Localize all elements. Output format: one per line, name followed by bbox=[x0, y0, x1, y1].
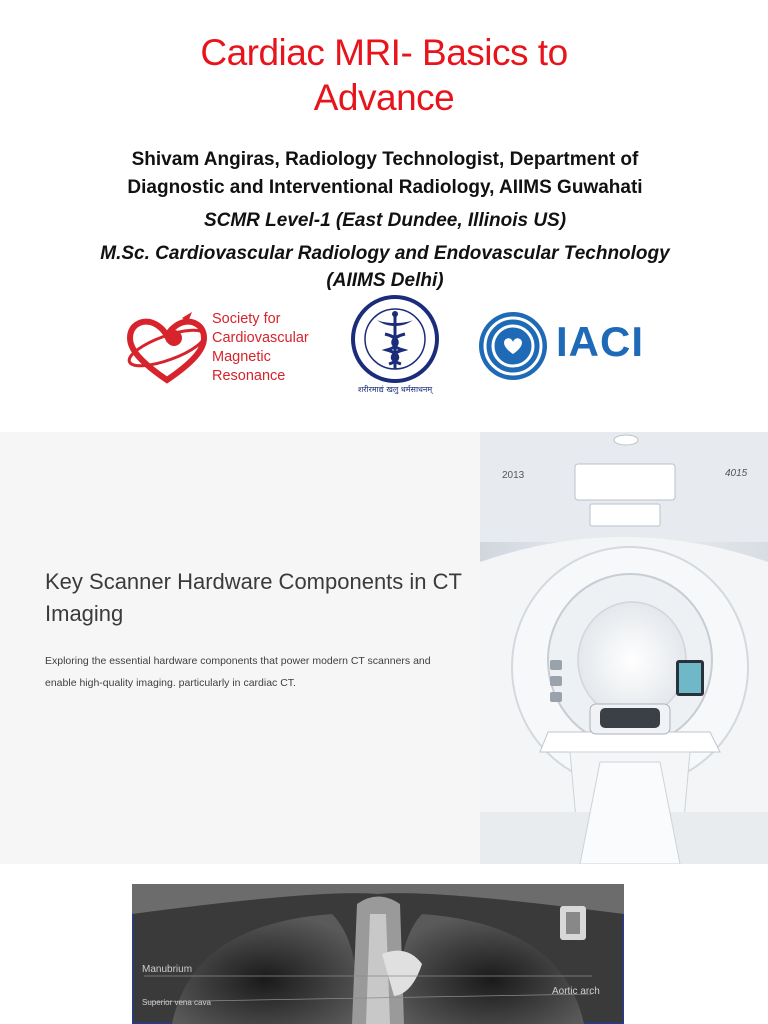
ct-hardware-slide bbox=[0, 432, 768, 864]
slide-description: Exploring the essential hardware components that power modern CT scanners and enable high-quality imaging. particularly in cardiac CT. bbox=[45, 655, 431, 689]
aiims-logo bbox=[345, 294, 445, 400]
certification: SCMR Level-1 (East Dundee, Illinois US) bbox=[203, 210, 567, 231]
scmr-heart-icon bbox=[122, 308, 212, 388]
scmr-text-line: Cardiovascular bbox=[212, 330, 309, 346]
label-aortic-arch: Aortic arch bbox=[552, 986, 600, 997]
label-manubrium: Manubrium bbox=[142, 964, 193, 975]
degree-line-1: M.Sc. Cardiovascular Radiology and Endovascular Technology bbox=[100, 243, 670, 264]
degree-info bbox=[40, 240, 730, 294]
scmr-logo bbox=[122, 308, 322, 388]
author-line-2: Diagnostic and Interventional Radiology, AIIMS Guwahati bbox=[127, 177, 643, 198]
label-svc: Superior vena cava bbox=[142, 998, 211, 1007]
aiims-emblem-icon bbox=[345, 294, 445, 384]
photo-label-right: 4015 bbox=[725, 468, 748, 479]
scmr-text-line: Society for bbox=[212, 311, 281, 327]
title-slide bbox=[0, 0, 768, 432]
scmr-text bbox=[212, 310, 309, 386]
iaci-text: IACI bbox=[556, 318, 644, 365]
aiims-caption: शरीरमाद्यं खलु धर्मसाधनम् bbox=[357, 385, 433, 394]
title-line-1: Cardiac MRI- Basics to bbox=[200, 32, 568, 73]
ct-scanner-photo bbox=[480, 432, 768, 864]
photo-label-left: 2013 bbox=[502, 470, 525, 481]
title-line-2: Advance bbox=[313, 77, 455, 118]
scmr-text-line: Resonance bbox=[212, 368, 286, 384]
degree-line-2: (AIIMS Delhi) bbox=[326, 270, 444, 291]
xray-slide bbox=[0, 864, 768, 1024]
scmr-text-line: Magnetic bbox=[212, 349, 271, 365]
iaci-logo bbox=[476, 310, 656, 382]
slide-heading: Key Scanner Hardware Components in CT Imaging bbox=[45, 569, 462, 626]
author-info bbox=[40, 146, 730, 202]
iaci-emblem-icon bbox=[476, 310, 552, 382]
author-line-1: Shivam Angiras, Radiology Technologist, Department of bbox=[131, 149, 639, 170]
slide-title bbox=[0, 30, 768, 120]
